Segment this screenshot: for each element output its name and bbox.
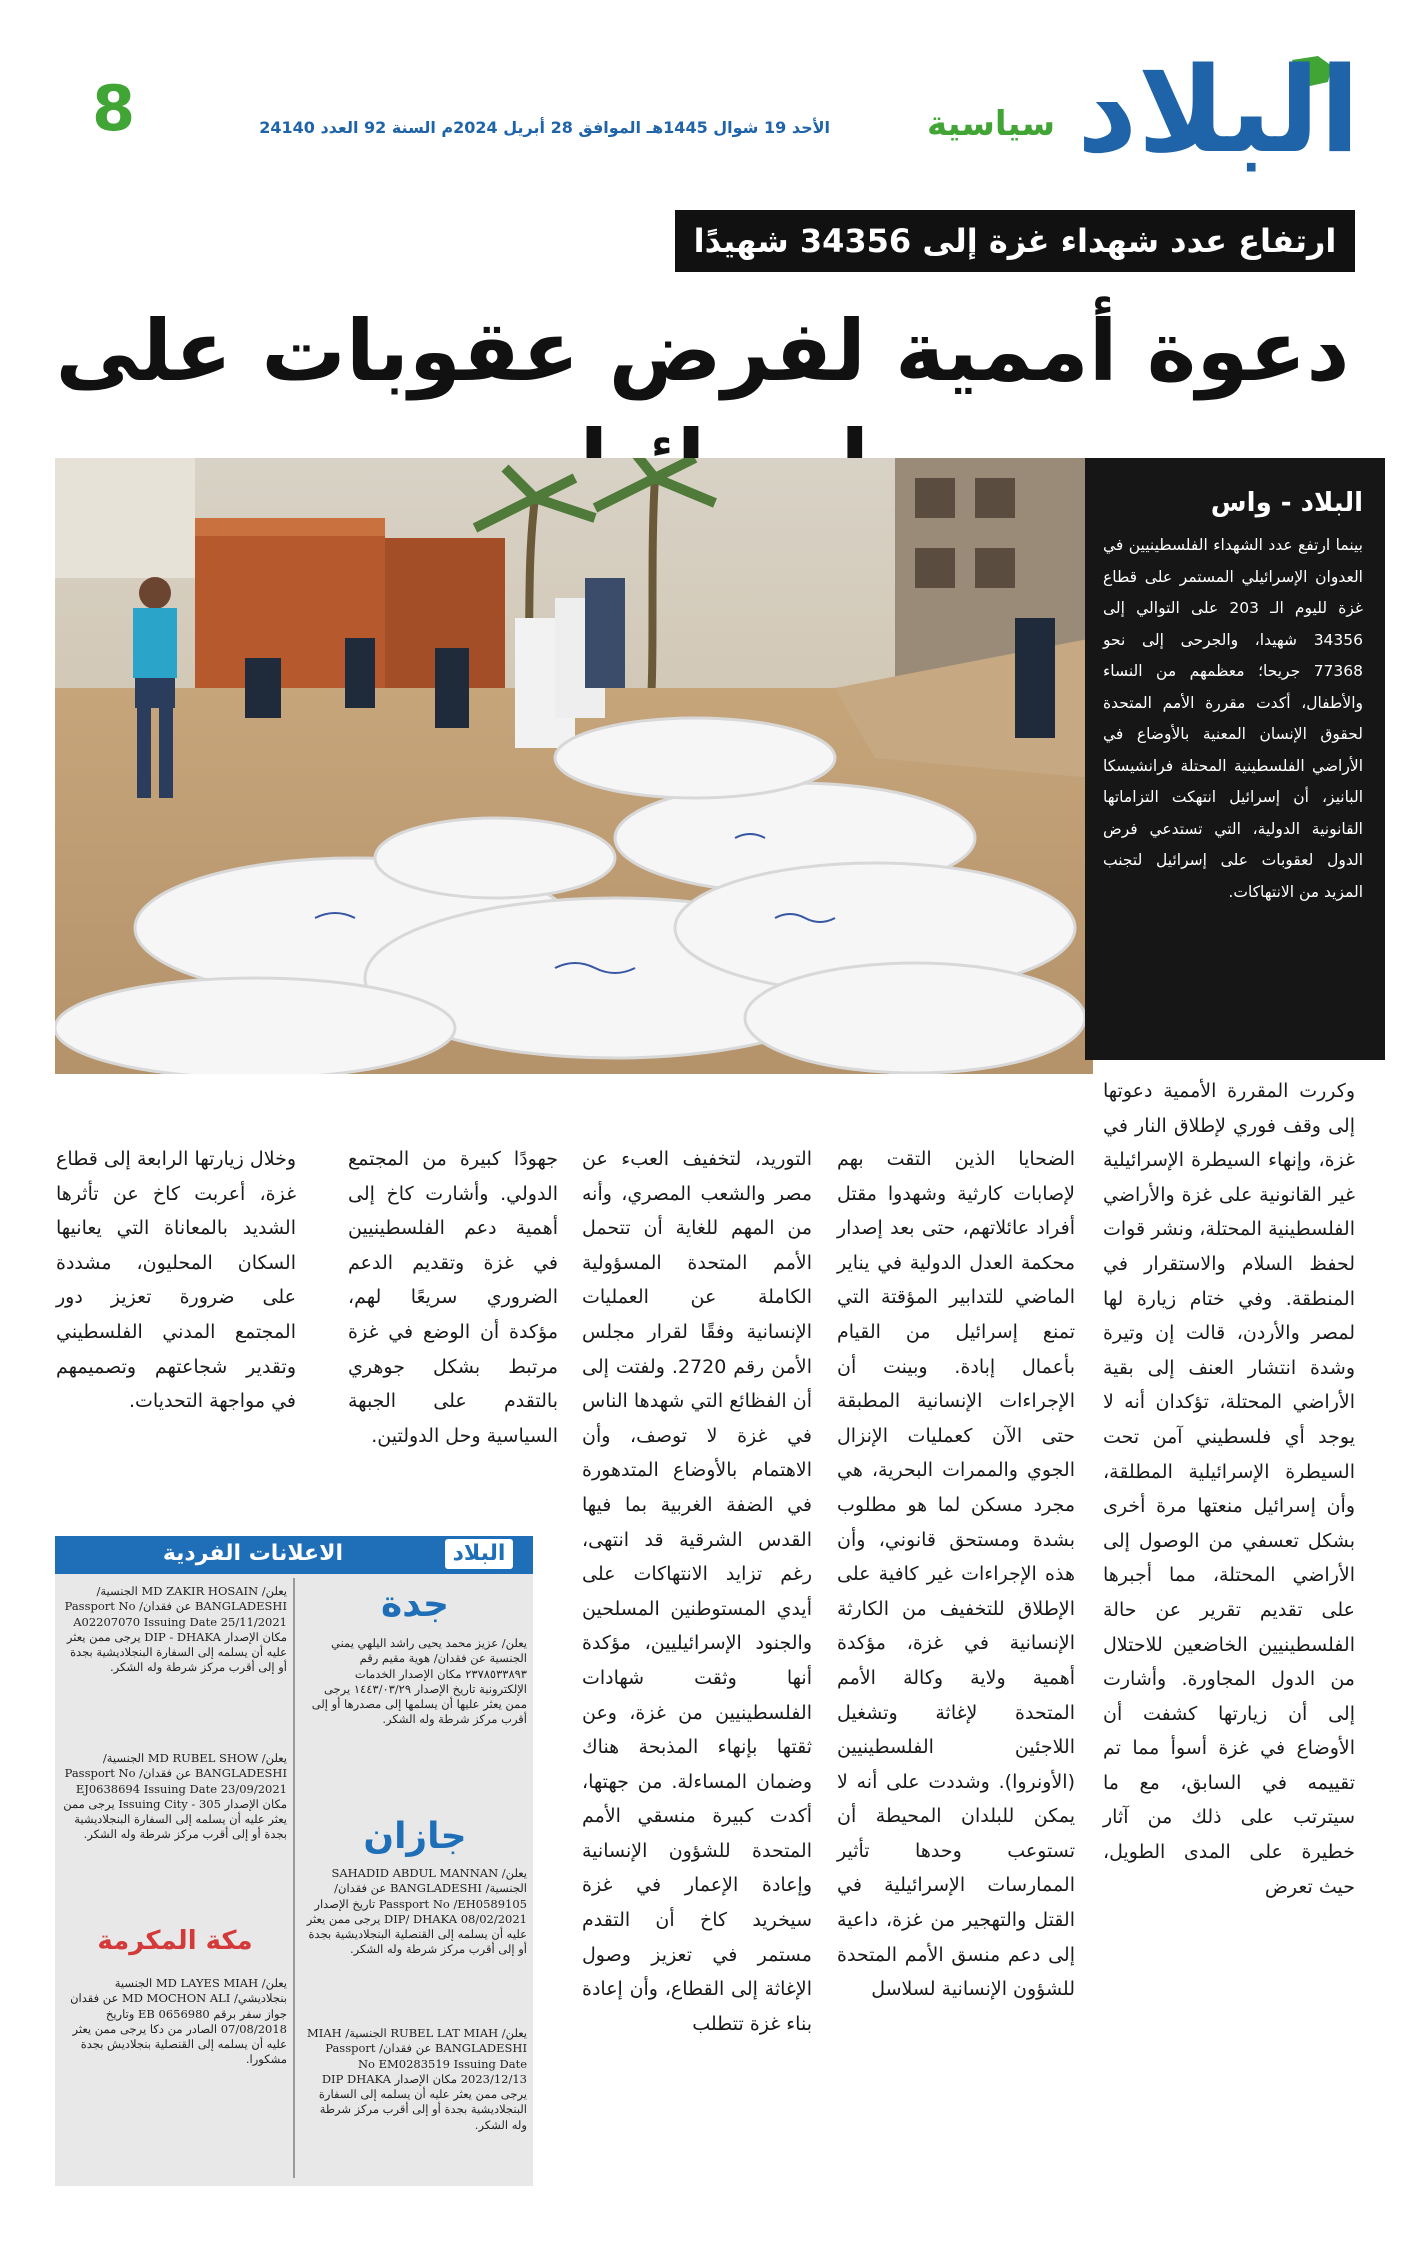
news-photo [55,458,1093,1074]
headline: دعوة أممية لفرض عقوبات على [55,302,1350,400]
column-text: الضحايا الذين التقت بهم لإصابات كارثية وشهدوا مقتل أفراد عائلاتهم، حتى بعد إصدار محكمة العدل الدولية في يناير الماضي للتدابير المؤقتة التي تمنع إسرائيل من القيام بأعمال إبادة. وبينت أن الإجراءات الإنسانية المطبقة حتى الآن كعمليات الإنزال الجوي والممرات البحرية، هي مجرد مسكن لما هو مطلوب بشدة ومستحق قانوني، وأن هذه الإجراءات غير كافية على الإطلاق للتخفيف من الكارثة الإنسانية في غزة، مؤكدة أهمية ولاية وكالة الأمم المتحدة لإغاثة وتشغيل اللاجئين الفلسطينيين (الأونروا). وشددت على أنه لا يمكن للبلدان المحيطة أن تستوعب وحدها تأثير الممارسات الإسرائيلية في القتل والتهجير من غزة، داعية إلى دعم منسق الأمم المتحدة للشؤون الإنسانية لسلاسل [837,1148,1075,2001]
page-number: 8 [92,72,136,145]
column-text: وخلال زيارتها الرابعة إلى قطاع غزة، أعربت كاخ عن تأثرها الشديد بالمعاناة التي يعانيها السكان المحليون، مشددة على ضرورة تعزيز دور المجتمع المدني الفلسطيني وتقدير شجاعتهم وتصميمهم في مواجهة التحديات. [56,1148,296,1413]
column-text: جهودًا كبيرة من المجتمع الدولي. وأشارت كاخ إلى أهمية دعم الفلسطينيين في غزة وتقديم الدعم الضروري سريعًا لهم، مؤكدة أن الوضع في غزة مرتبط بشكل جوهري بالتقدم على الجبهة السياسية وحل الدولتين. [348,1148,558,1447]
dateline: الأحد 19 شوال 1445هـ الموافق 28 أبريل 2024م السنة 92 العدد 24140 [259,118,830,137]
ads-header [55,1536,533,1574]
photo-illustration [55,458,1093,1074]
ad-item: يعلن/ MD ZAKIR HOSAIN الجنسية/ BANGLADESHI عن فقدان/ Passport No A02207070 Issuing Date 25/11/2021 مكان الإصدار DIP - DHAKA يرجى ممن يعثر عليه أن يسلمه إلى السفارة البنجلاديشية بجدة أو إلى أقرب مركز شرطة وله الشكر. [64,1584,287,1675]
article-column-5 [56,1142,296,1522]
classified-ads [55,1536,533,2186]
ad-item: يعلن/ عزيز محمد يحيى راشد اليلهي يمني الجنسية عن فقدان/ هوية مقيم رقم ٢٣٧٨٥٣٣٨٩٣ مكان الإصدار الخدمات الإلكترونية تاريخ الإصدار ١٤٤٣/٠٣/٢٩ يرجى ممن يعثر عليها أن يسلمها إلى مصدرها أو إلى أقرب مركز شرطة وله الشكر. [311,1636,527,1727]
logo-text: البلاد [1076,41,1360,179]
section-name: سياسية [926,104,1055,144]
ad-item: يعلن/ SAHADID ABDUL MANNAN الجنسية/ BANGLADESHI عن فقدان/ Passport No /EH0589105 تاريخ الإصدار 08/02/2021 DIP/ DHAKA يرجى ممن يعثر عليه أن يسلمه إلى القنصلية البنجلاديشية بجدة أو إلى أقرب مركز شرطة وله الشكر. [306,1866,527,1957]
ad-item: يعلن/ MD RUBEL SHOW الجنسية/ BANGLADESHI عن فقدان/ Passport No EJ0638694 Issuing Date 23/09/2021 مكان الإصدار Issuing City - 305 يرجى ممن يعثر عليه أن يسلمه إلى السفارة البنجلاديشية بجدة أو إلى أقرب مركز شرطة وله الشكر. [63,1751,287,1842]
ad-item: يعلن/ RUBEL LAT MIAH الجنسية/ MIAH BANGLADESHI عن فقدان/ Passport No EM0283519 Issuing Date 2023/12/13 مكان الإصدار DIP DHAKA يرجى ممن يعثر عليه أن يسلمه إلى السفارة البنجلاديشية بجدة أو إلى أقرب مركز شرطة وله الشكر. [307,2026,527,2132]
ads-title: الاعلانات الفردية [162,1541,343,1566]
subheadline: ارتفاع عدد شهداء غزة إلى 34356 شهيدًا [675,210,1355,272]
lead-paragraph: بينما ارتفع عدد الشهداء الفلسطينيين في العدوان الإسرائيلي المستمر على قطاع غزة لليوم الـ 203 على التوالي إلى 34356 شهيدا، والجرحى إلى نحو 77368 جريحا؛ معظمهم من النساء والأطفال، أكدت مقررة الأمم المتحدة لحقوق الإنسان المعنية بالأوضاع في الأراضي الفلسطينية المحتلة فرانشيسكا البانيز، أن إسرائيل انتهكت التزاماتها القانونية الدولية، التي تستدعي فرض الدول لعقوبات على إسرائيل لتجنب المزيد من الانتهاكات. [1103,536,1363,901]
city-heading-jeddah: جدة [381,1584,449,1625]
column-text: التوريد، لتخفيف العبء عن مصر والشعب المصري، وأنه من المهم للغاية أن تتحمل الأمم المتحدة المسؤولية الكاملة عن العمليات الإنسانية وفقًا لقرار مجلس الأمن رقم 2720. ولفتت إلى أن الفظائع التي شهدها الناس في غزة لا توصف، وأن الاهتمام بالأوضاع المتدهورة في الضفة الغربية بما فيها القدس الشرقية قد انتهى، رغم تزايد الانتهاكات على أيدي المستوطنين المسلحين والجنود الإسرائيليين، مؤكدة أنها وثقت شهادات الفلسطينيين من غزة، وعن ثقتها بإنهاء المذبحة هناك وضمان المساءلة. من جهتها، أكدت كبيرة منسقي الأمم المتحدة للشؤون الإنسانية وإعادة الإعمار في غزة سيخريد كاخ أن التقدم مستمر في تعزيز وصول الإغاثة إلى القطاع، وأن إعادة بناء غزة تتطلب [582,1148,812,2035]
ads-divider [293,1578,295,2178]
column-text: وكررت المقررة الأممية دعوتها إلى وقف فوري لإطلاق النار في غزة، وإنهاء السيطرة الإسرائيلية غير القانونية على غزة والأراضي الفلسطينية المحتلة، ونشر قوات لحفظ السلام والاستقرار في المنطقة. وفي ختام زيارة لها لمصر والأردن، قالت إن وتيرة وشدة انتشار العنف إلى بقية الأراضي المحتلة، تؤكدان أنه لا يوجد أي فلسطيني آمن تحت السيطرة الإسرائيلية المطلقة، وأن إسرائيل منعتها مرة أخرى بشكل تعسفي من الوصول إلى الأراضي المحتلة، مما أجبرها على تقديم تقرير عن حالة الفلسطينيين الخاضعين للاحتلال من الدول المجاورة. وأشارت إلى أن زيارتها كشفت أن الأوضاع في غزة أسوأ مما تم تقييمه في السابق، مع ما سيترتب على ذلك من آثار خطيرة على المدى الطويل، حيث تعرض [1103,1080,1355,1898]
ad-item: يعلن/ MD LAYES MIAH الجنسية بنجلاديشي/ MD MOCHON ALI عن فقدان جواز سفر برقم EB 0656980 وتاريخ 07/08/2018 الصادر من دكا يرجى ممن يعثر عليه أن يسلمه إلى القنصلية بنجلاديش بجدة مشكورا. [70,1976,287,2067]
city-heading-makkah: مكة المكرمة [97,1926,253,1956]
lead-box [1085,458,1385,1060]
byline: البلاد - واس [1210,488,1363,518]
ads-logo: البلاد [445,1539,513,1569]
article-column-1 [1103,1074,1355,2184]
city-heading-jazan: جازان [363,1816,467,1857]
article-column-4 [348,1142,558,1522]
article-column-3 [582,1142,812,2182]
article-column-2 [837,1142,1075,2182]
